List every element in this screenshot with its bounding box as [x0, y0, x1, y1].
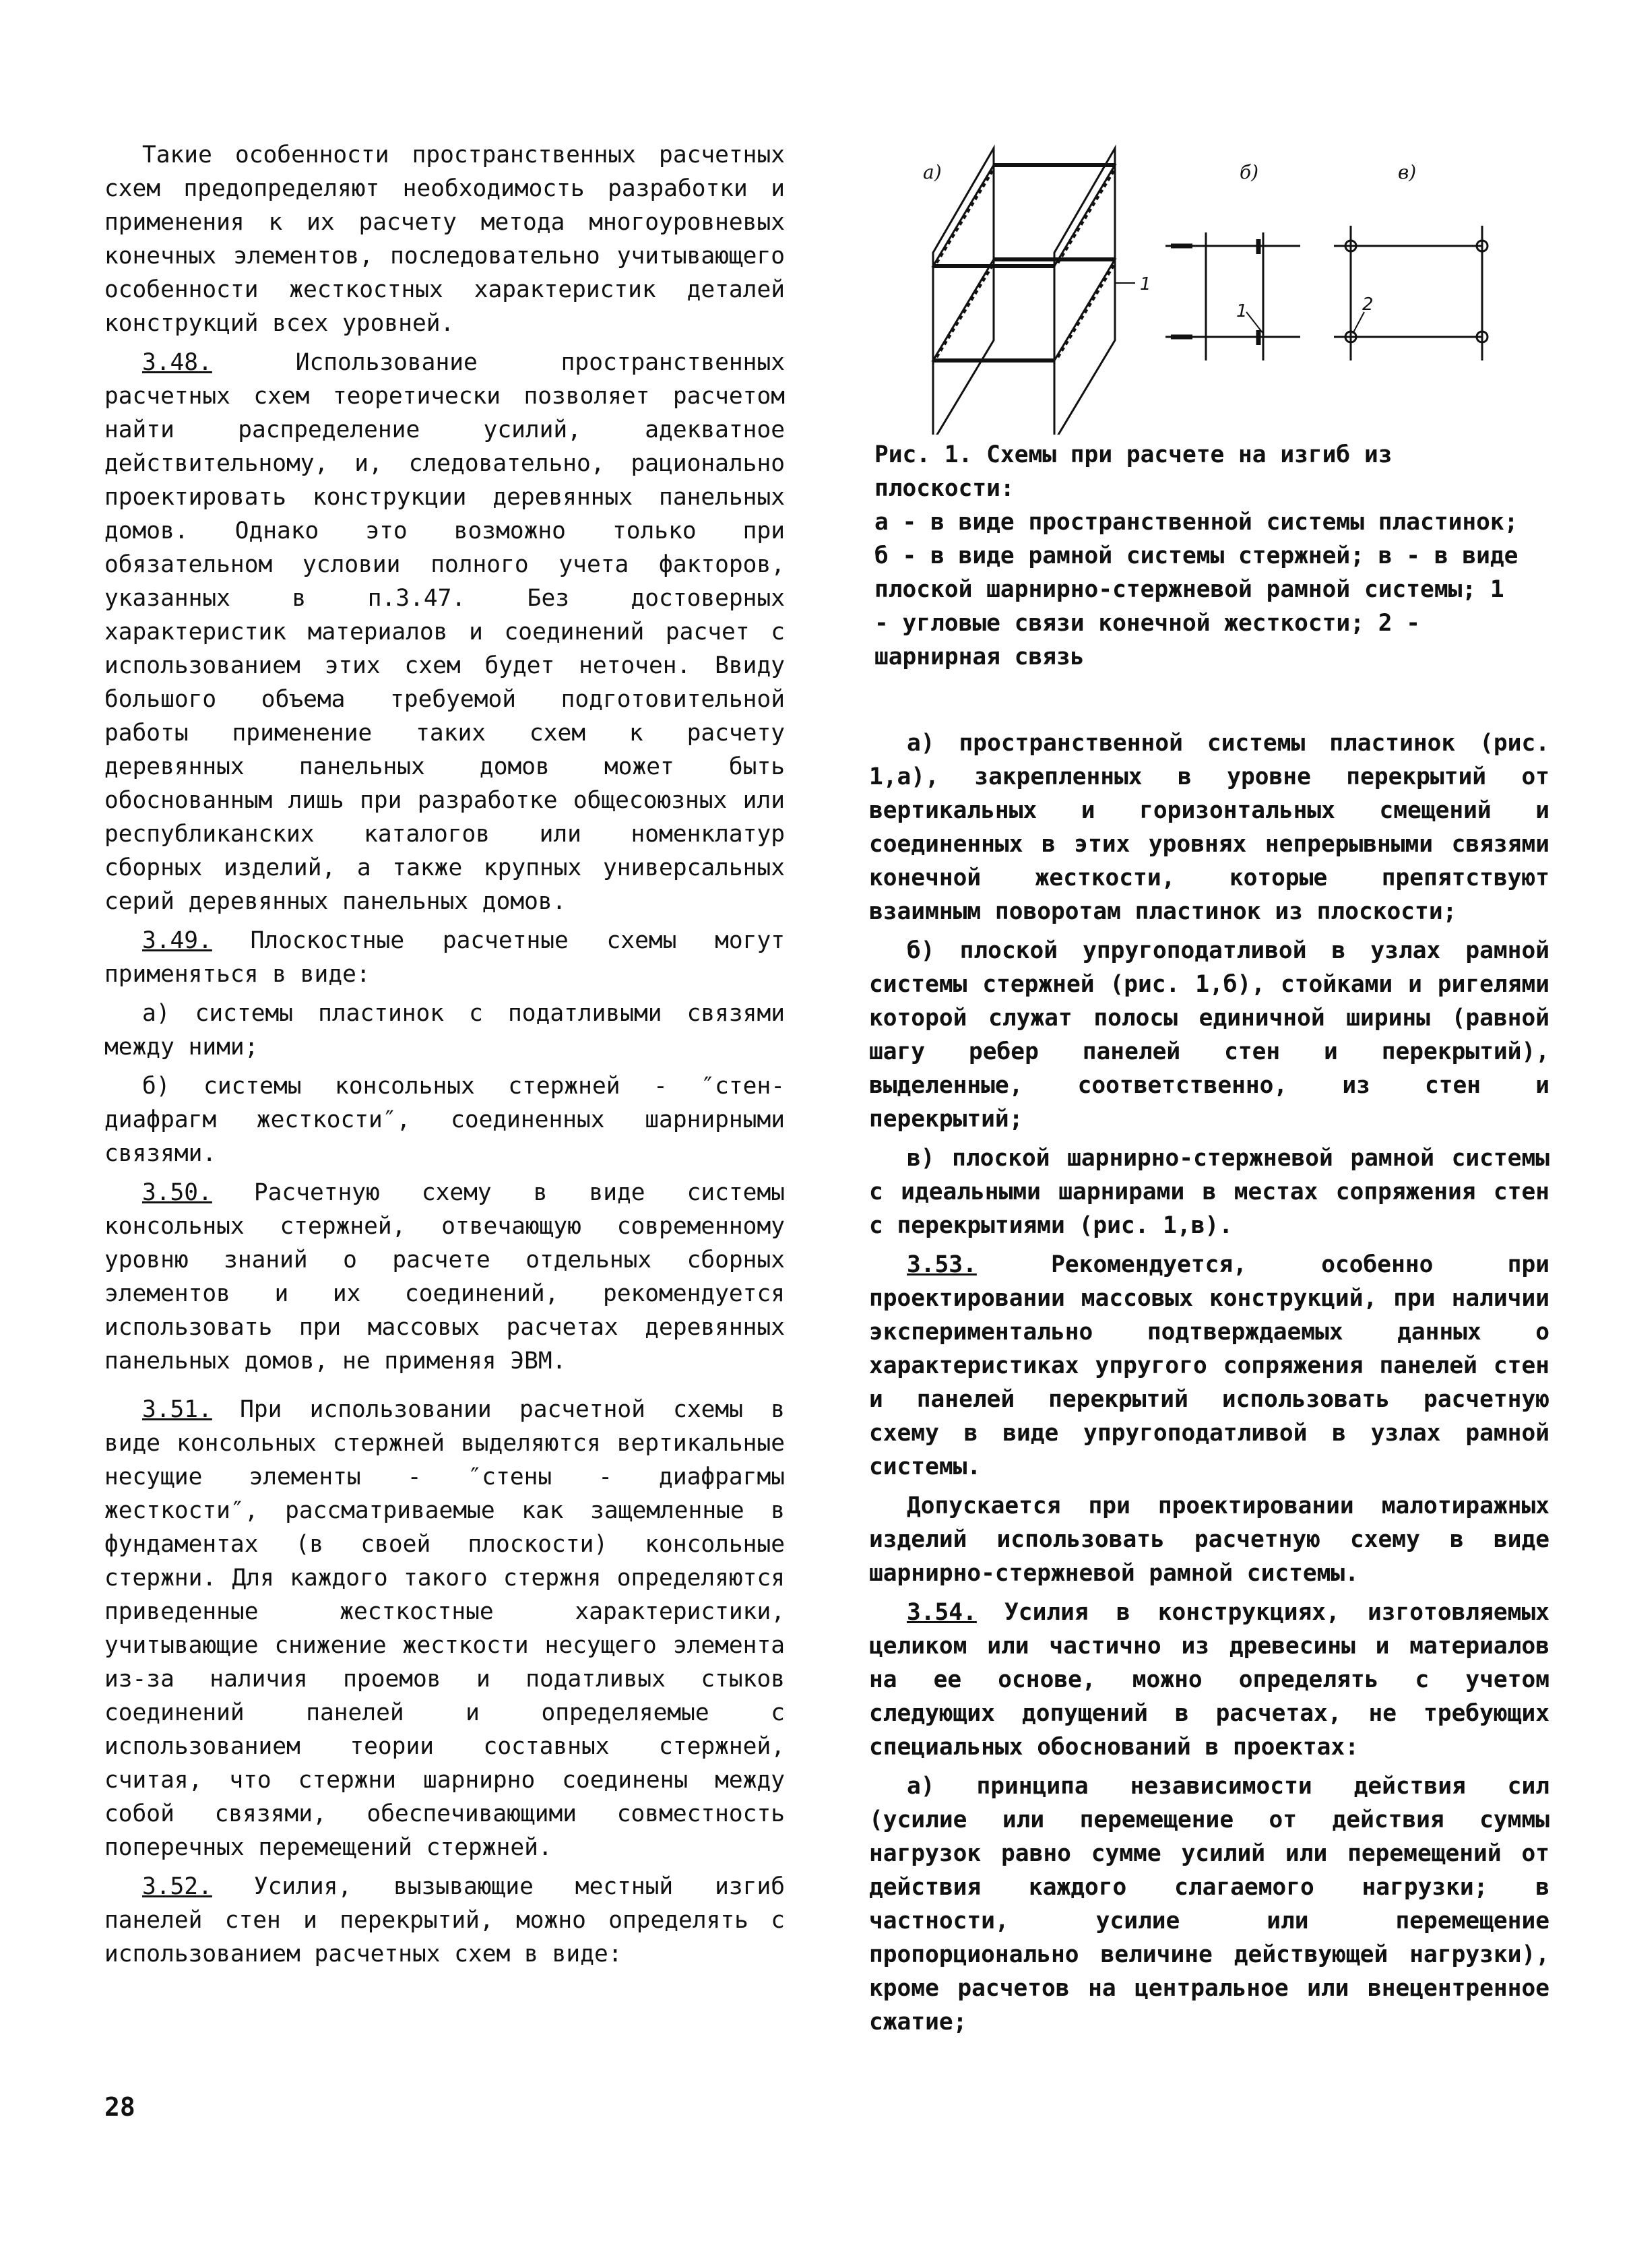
label-1-b: 1: [1236, 301, 1248, 321]
figure-caption: [874, 438, 1521, 674]
left-column: [104, 138, 785, 1976]
figure-drawing: [876, 138, 1523, 435]
list-item-c-right: в) плоской шарнирно-стержневой рамной системы с идеальными шарнирами в местах сопряжения стен с перекрытиями (рис. 1,в).: [869, 1145, 1549, 1239]
list-item-a: а) системы пластинок с податливыми связями между ними;: [104, 1000, 785, 1061]
clause-number: 3.48.: [142, 349, 212, 376]
clause-number: 3.53.: [907, 1251, 977, 1278]
list-item-a-right: а) пространственной системы пластинок (рис. 1,а), закрепленных в уровне перекрытий от вертикальных и горизонтальных смещений и соединенных в этих уровнях непрерывными связями конечной жесткости, которые препятствуют взаимным поворотам пластинок из плоскости;: [869, 730, 1549, 925]
paragraph-3-49: 3.49. Плоскостные расчетные схемы могут применяться в виде:: [104, 927, 785, 988]
list-item-b-right: б) плоской упругоподатливой в узлах рамной системы стержней (рис. 1,б), стойками и ригелями которой служат полосы единичной ширины (равной шагу ребер панелей стен и перекрытий), выделенные, соответственно, из стен и перекрытий;: [869, 937, 1549, 1133]
clause-number: 3.49.: [142, 927, 212, 954]
clause-number: 3.51.: [142, 1396, 212, 1423]
label-b: б): [1240, 161, 1259, 183]
caption-title: Рис. 1. Схемы при расчете на изгиб из плоскости:: [874, 441, 1393, 502]
label-c: в): [1398, 161, 1417, 183]
paragraph-3-48: 3.48. Использование пространственных расчетных схем теоретически позволяет расчетом найти распределение усилий, адекватное действительному, и, следовательно, рационально проектировать конструкции деревянных панельных домов. Однако это возможно только при обязательном условии полного учета факторов, указанных в п.3.47. Без достоверных характеристик материалов и соединений расчет с использованием этих схем будет неточен. Ввиду большого объема требуемой подготовительной работы применение таких схем к расчету деревянных панельных домов может быть обоснованным лишь при разработке общесоюзных или республиканских каталогов или номенклатур сборных изделий, а также крупных универсальных серий деревянных панельных домов.: [104, 349, 785, 915]
plate-right: [1054, 148, 1115, 435]
label-1-a: 1: [1140, 274, 1151, 294]
list-item-a-principle: а) принципа независимости действия сил (усилие или перемещение от действия суммы нагрузок равно сумме усилий или перемещений от действия каждого слагаемого нагрузки; в частности, усилие или перемещение пропорционально величине действующей нагрузки), кроме расчетов на центральное или внецентренное сжатие;: [869, 1773, 1549, 2036]
paragraph-3-51: 3.51. При использовании расчетной схемы в виде консольных стержней выделяются вертикальные несущие элементы - ″стены - диафрагмы жесткости″, рассматриваемые как защемленные в фундаментах (в своей плоскости) консольные стержни. Для каждого такого стержня определяются приведенные жесткостные характеристики, учитывающие снижение жесткости несущего элемента из-за наличия проемов и податливых стыков соединений панелей и определяемые с использованием теории составных стержней, считая, что стержни шарнирно соединены между собой связями, обеспечивающими совместность поперечных перемещений стержней.: [104, 1396, 785, 1861]
plate-left: [933, 148, 994, 435]
list-item-b: б) системы консольных стержней - ″стен-диафрагм жесткости″, соединенных шарнирными связями.: [104, 1073, 785, 1167]
paragraph-allowed: Допускается при проектировании малотиражных изделий использовать расчетную схему в виде шарнирно-стержневой рамной системы.: [869, 1492, 1549, 1587]
clause-number: 3.54.: [907, 1599, 977, 1626]
page-number: 28: [104, 2092, 135, 2122]
paragraph-3-53: 3.53. Рекомендуется, особенно при проектировании массовых конструкций, при наличии экспериментально подтверждаемых данных о характеристиках упругого сопряжения панелей стен и панелей перекрытий использовать расчетную схему в виде упругоподатливой в узлах рамной системы.: [869, 1251, 1549, 1480]
paragraph-intro: Такие особенности пространственных расчетных схем предопределяют необходимость разработки и применения к их расчету метода многоуровневых конечных элементов, последовательно учитывающего особенности жесткостных характеристик деталей конструкций всех уровней.: [104, 141, 785, 337]
paragraph-3-52: 3.52. Усилия, вызывающие местный изгиб панелей стен и перекрытий, можно определять с использованием расчетных схем в виде:: [104, 1873, 785, 1967]
figure-schemes: [876, 138, 1523, 435]
caption-body: а - в виде пространственной системы пластинок; б - в виде рамной системы стержней; в - в виде плоской шарнирно-стержневой рамной системы; 1 - угловые связи конечной жесткости; 2 - шарнирная связь: [874, 509, 1518, 670]
clause-number: 3.52.: [142, 1873, 212, 1900]
right-column: [869, 726, 1549, 2044]
label-2-c: 2: [1362, 294, 1374, 315]
label-a: а): [923, 161, 942, 183]
paragraph-3-50: 3.50. Расчетную схему в виде системы консольных стержней, отвечающую современному уровню знаний о расчете отдельных сборных элементов и их соединений, рекомендуется использовать при массовых расчетах деревянных панельных домов, не применяя ЭВМ.: [104, 1179, 785, 1375]
clause-number: 3.50.: [142, 1179, 212, 1206]
paragraph-3-54: 3.54. Усилия в конструкциях, изготовляемых целиком или частично из древесины и материалов на ее основе, можно определять с учетом следующих допущений в расчетах, не требующих специальных обоснований в проектах:: [869, 1599, 1549, 1761]
